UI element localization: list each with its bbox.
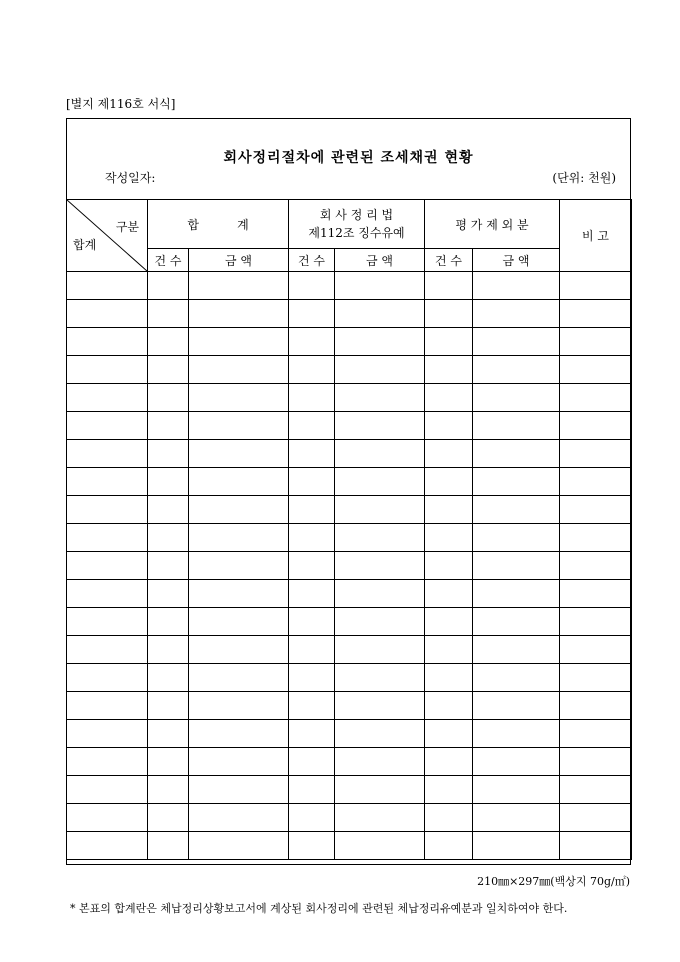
table-row [67, 748, 632, 776]
table-row [67, 664, 632, 692]
table-cell[interactable] [425, 748, 473, 776]
table-cell[interactable] [335, 328, 425, 356]
table-cell[interactable] [560, 664, 632, 692]
table-cell[interactable] [335, 496, 425, 524]
table-row [67, 524, 632, 552]
table-cell[interactable] [425, 692, 473, 720]
table-cell[interactable] [289, 328, 335, 356]
remarks-header: 비 고 [560, 200, 632, 272]
table-cell[interactable] [335, 300, 425, 328]
table-cell[interactable] [189, 692, 289, 720]
table-cell[interactable] [289, 468, 335, 496]
table-cell[interactable] [425, 496, 473, 524]
table-cell[interactable] [67, 412, 148, 440]
table-cell[interactable] [67, 692, 148, 720]
table-cell[interactable] [560, 692, 632, 720]
table-cell[interactable] [67, 552, 148, 580]
amount-header: 금 액 [473, 249, 560, 272]
table-cell[interactable] [148, 524, 189, 552]
table-cell[interactable] [335, 664, 425, 692]
table-cell[interactable] [148, 440, 189, 468]
table-cell[interactable] [560, 748, 632, 776]
table-cell[interactable] [473, 272, 560, 300]
law-header [289, 200, 425, 249]
table-cell[interactable] [335, 804, 425, 832]
table-cell[interactable] [289, 776, 335, 804]
table-cell[interactable] [67, 300, 148, 328]
table-cell[interactable] [189, 832, 289, 860]
table-row [67, 356, 632, 384]
table-row [67, 384, 632, 412]
table-cell[interactable] [148, 356, 189, 384]
table-cell[interactable] [473, 804, 560, 832]
table-cell[interactable] [67, 524, 148, 552]
table-row [67, 552, 632, 580]
form-label: [별지 제116호 서식] [66, 97, 176, 111]
table-cell[interactable] [289, 664, 335, 692]
table-cell[interactable] [335, 412, 425, 440]
table-row [67, 496, 632, 524]
count-header: 건 수 [148, 249, 189, 272]
table-cell[interactable] [67, 356, 148, 384]
table-row [67, 692, 632, 720]
table-cell[interactable] [335, 552, 425, 580]
table-cell[interactable] [189, 468, 289, 496]
category-header: 구분 [115, 220, 139, 234]
table-cell[interactable] [473, 552, 560, 580]
table-cell[interactable] [473, 524, 560, 552]
table-cell[interactable] [67, 720, 148, 748]
table-row [67, 412, 632, 440]
table-cell[interactable] [335, 580, 425, 608]
table-row [67, 636, 632, 664]
table-cell[interactable] [148, 412, 189, 440]
amount-header: 금 액 [335, 249, 425, 272]
table-cell[interactable] [289, 384, 335, 412]
outside-header: 평 가 제 외 분 [425, 200, 560, 249]
table-cell[interactable] [148, 552, 189, 580]
table-cell[interactable] [148, 776, 189, 804]
count-header: 건 수 [425, 249, 473, 272]
total-row-header: 합계 [73, 238, 97, 252]
table-cell[interactable] [289, 552, 335, 580]
table-cell[interactable] [67, 664, 148, 692]
table-cell[interactable] [189, 664, 289, 692]
table-cell[interactable] [335, 356, 425, 384]
table-cell[interactable] [189, 580, 289, 608]
paper-spec: 210㎜×297㎜(백상지 70g/㎡) [477, 875, 630, 888]
table-row [67, 328, 632, 356]
table-cell[interactable] [148, 832, 189, 860]
table-cell[interactable] [148, 720, 189, 748]
table-cell[interactable] [289, 804, 335, 832]
table-cell[interactable] [148, 496, 189, 524]
count-header: 건 수 [289, 249, 335, 272]
form-frame [66, 118, 631, 865]
law-header-line2: 제112조 징수유예 [308, 226, 405, 240]
sum-header: 합 계 [148, 200, 289, 249]
table-cell[interactable] [148, 300, 189, 328]
table-cell[interactable] [148, 384, 189, 412]
table-cell[interactable] [148, 664, 189, 692]
table-cell[interactable] [425, 608, 473, 636]
table-cell[interactable] [148, 692, 189, 720]
tax-claims-table [66, 199, 632, 860]
table-cell[interactable] [189, 748, 289, 776]
table-cell[interactable] [289, 748, 335, 776]
table-cell[interactable] [289, 720, 335, 748]
table-cell[interactable] [425, 440, 473, 468]
table-cell[interactable] [148, 468, 189, 496]
table-cell[interactable] [560, 524, 632, 552]
table-cell[interactable] [67, 832, 148, 860]
table-cell[interactable] [67, 636, 148, 664]
table-cell[interactable] [560, 552, 632, 580]
unit-label: (단위: 천원) [552, 171, 616, 185]
table-cell[interactable] [189, 720, 289, 748]
table-cell[interactable] [189, 412, 289, 440]
table-row [67, 468, 632, 496]
table-cell[interactable] [289, 356, 335, 384]
table-cell[interactable] [289, 636, 335, 664]
table-cell[interactable] [335, 608, 425, 636]
table-cell[interactable] [473, 580, 560, 608]
table-cell[interactable] [189, 804, 289, 832]
table-cell[interactable] [473, 720, 560, 748]
table-cell[interactable] [335, 832, 425, 860]
table-cell[interactable] [335, 748, 425, 776]
table-cell[interactable] [289, 440, 335, 468]
table-cell[interactable] [425, 524, 473, 552]
table-row [67, 804, 632, 832]
table-cell[interactable] [67, 440, 148, 468]
table-cell[interactable] [335, 272, 425, 300]
table-cell[interactable] [425, 384, 473, 412]
table-cell[interactable] [560, 384, 632, 412]
table-cell[interactable] [473, 356, 560, 384]
table-cell[interactable] [560, 804, 632, 832]
table-cell[interactable] [67, 748, 148, 776]
table-row [67, 720, 632, 748]
table-cell[interactable] [560, 608, 632, 636]
table-cell[interactable] [67, 468, 148, 496]
page-title: 회사정리절차에 관련된 조세채권 현황 [223, 150, 474, 166]
table-cell[interactable] [67, 580, 148, 608]
table-cell[interactable] [425, 468, 473, 496]
table-cell[interactable] [425, 832, 473, 860]
table-cell[interactable] [289, 580, 335, 608]
table-row [67, 776, 632, 804]
table-cell[interactable] [473, 496, 560, 524]
table-cell[interactable] [560, 468, 632, 496]
footnote: * 본표의 합계란은 체납정리상황보고서에 계상된 회사정리에 관련된 체납정리유예분과 일치하여야 한다. [70, 902, 568, 915]
table-cell[interactable] [560, 356, 632, 384]
table-cell[interactable] [560, 300, 632, 328]
table-cell[interactable] [148, 328, 189, 356]
table-cell[interactable] [189, 328, 289, 356]
table-row [67, 440, 632, 468]
table-cell[interactable] [335, 468, 425, 496]
table-cell[interactable] [425, 272, 473, 300]
table-cell[interactable] [335, 384, 425, 412]
table-cell[interactable] [473, 300, 560, 328]
table-cell[interactable] [425, 580, 473, 608]
table-row [67, 272, 632, 300]
table-row [67, 608, 632, 636]
table-cell[interactable] [473, 608, 560, 636]
table-cell[interactable] [425, 776, 473, 804]
table-cell[interactable] [189, 776, 289, 804]
table-cell[interactable] [289, 496, 335, 524]
table-cell[interactable] [189, 384, 289, 412]
table-cell[interactable] [189, 608, 289, 636]
table-cell[interactable] [560, 412, 632, 440]
diagonal-header-cell [67, 200, 148, 272]
table-cell[interactable] [473, 776, 560, 804]
table-cell[interactable] [425, 412, 473, 440]
table-row [67, 300, 632, 328]
table-cell[interactable] [289, 272, 335, 300]
table-row [67, 832, 632, 860]
table-cell[interactable] [425, 300, 473, 328]
table-cell[interactable] [473, 412, 560, 440]
table-cell[interactable] [335, 720, 425, 748]
table-cell[interactable] [473, 328, 560, 356]
table-cell[interactable] [560, 580, 632, 608]
amount-header: 금 액 [189, 249, 289, 272]
table-row [67, 580, 632, 608]
table-cell[interactable] [473, 636, 560, 664]
table-cell[interactable] [473, 384, 560, 412]
table-cell[interactable] [560, 832, 632, 860]
table-cell[interactable] [148, 636, 189, 664]
table-cell[interactable] [335, 636, 425, 664]
table-cell[interactable] [67, 804, 148, 832]
table-cell[interactable] [289, 692, 335, 720]
table-cell[interactable] [148, 580, 189, 608]
table-cell[interactable] [425, 356, 473, 384]
table-cell[interactable] [560, 328, 632, 356]
table-cell[interactable] [335, 776, 425, 804]
table-cell[interactable] [425, 328, 473, 356]
table-cell[interactable] [335, 440, 425, 468]
table-cell[interactable] [425, 552, 473, 580]
table-cell[interactable] [473, 692, 560, 720]
table-cell[interactable] [189, 440, 289, 468]
table-cell[interactable] [425, 804, 473, 832]
table-cell[interactable] [189, 524, 289, 552]
table-cell[interactable] [289, 300, 335, 328]
table-cell[interactable] [560, 440, 632, 468]
table-cell[interactable] [189, 636, 289, 664]
date-label: 작성일자: [105, 171, 156, 185]
table-cell[interactable] [560, 272, 632, 300]
table-cell[interactable] [148, 272, 189, 300]
table-cell[interactable] [67, 272, 148, 300]
table-cell[interactable] [67, 328, 148, 356]
law-header-line1: 회 사 정 리 법 [319, 208, 394, 222]
table-cell[interactable] [560, 636, 632, 664]
table-cell[interactable] [335, 692, 425, 720]
table-cell[interactable] [560, 776, 632, 804]
table-cell[interactable] [473, 748, 560, 776]
table-cell[interactable] [189, 356, 289, 384]
table-cell[interactable] [560, 496, 632, 524]
table-cell[interactable] [289, 412, 335, 440]
table-cell[interactable] [560, 720, 632, 748]
table-cell[interactable] [289, 832, 335, 860]
table-cell[interactable] [148, 804, 189, 832]
table-cell[interactable] [189, 552, 289, 580]
table-cell[interactable] [335, 524, 425, 552]
table-cell[interactable] [67, 384, 148, 412]
table-cell[interactable] [473, 664, 560, 692]
table-cell[interactable] [189, 300, 289, 328]
table-cell[interactable] [289, 524, 335, 552]
table-cell[interactable] [189, 496, 289, 524]
table-cell[interactable] [148, 748, 189, 776]
table-cell[interactable] [473, 832, 560, 860]
table-cell[interactable] [425, 720, 473, 748]
table-cell[interactable] [67, 496, 148, 524]
table-cell[interactable] [67, 608, 148, 636]
table-cell[interactable] [289, 608, 335, 636]
table-cell[interactable] [473, 440, 560, 468]
table-cell[interactable] [425, 664, 473, 692]
table-cell[interactable] [189, 272, 289, 300]
table-cell[interactable] [148, 608, 189, 636]
table-cell[interactable] [473, 468, 560, 496]
table-cell[interactable] [425, 636, 473, 664]
table-cell[interactable] [67, 776, 148, 804]
